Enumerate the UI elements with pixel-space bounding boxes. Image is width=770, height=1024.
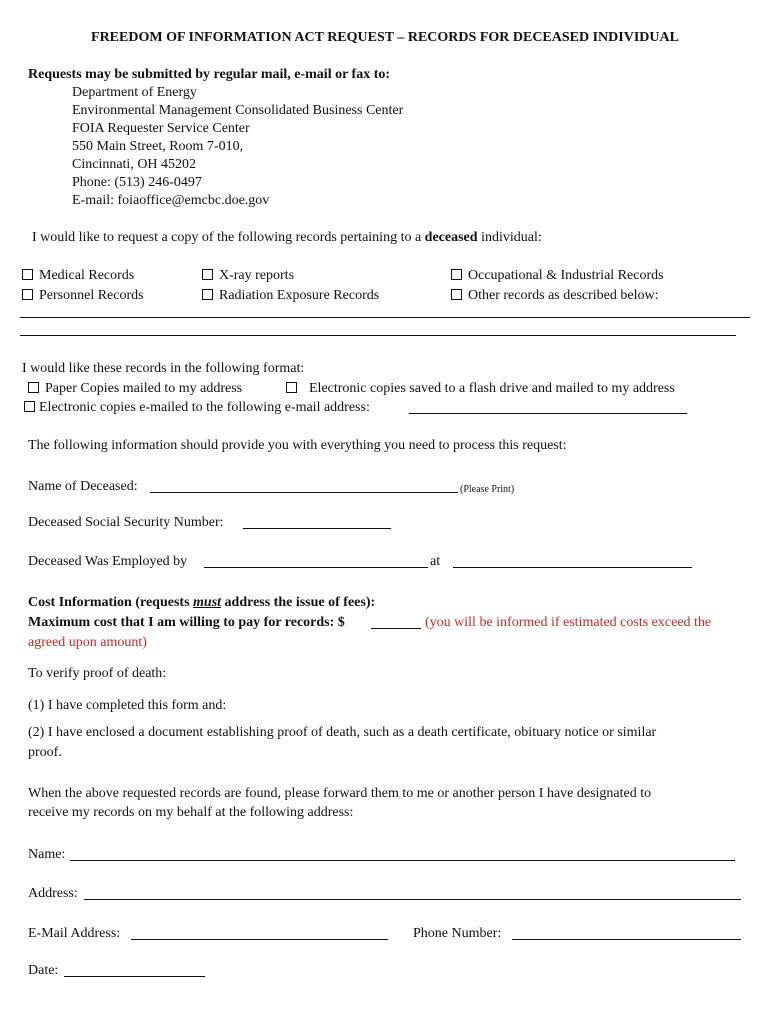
checkbox-icon[interactable] (202, 289, 213, 300)
cost-heading: Cost Information (requests must address the issue of fees): (28, 595, 376, 610)
proof-intro: To verify proof of death: (28, 666, 167, 681)
option-xray-reports[interactable]: X-ray reports (202, 267, 294, 285)
name-of-deceased-field[interactable] (150, 480, 458, 493)
request-intro: I would like to request a copy of the following records pertaining to a deceased individual: (32, 230, 542, 245)
forward-line-1: When the above requested records are found, please forward them to me or another person I have designated to (28, 786, 652, 801)
form-title: FREEDOM OF INFORMATION ACT REQUEST – RECORDS FOR DECEASED INDIVIDUAL (91, 30, 679, 45)
address-line-email: E-mail: foiaoffice@emcbc.doe.gov (72, 193, 270, 208)
max-cost-field[interactable] (371, 616, 421, 629)
contact-phone-label: Phone Number: (413, 926, 502, 941)
cost-note-line-1: (you will be informed if estimated costs exceed the (425, 615, 712, 630)
cost-note-line-2: agreed upon amount) (28, 635, 147, 650)
contact-name-label: Name: (28, 847, 66, 862)
option-radiation-records[interactable]: Radiation Exposure Records (202, 287, 379, 305)
other-records-line-1[interactable] (20, 317, 750, 318)
name-of-deceased-label: Name of Deceased: (28, 479, 138, 494)
ssn-field[interactable] (243, 516, 391, 529)
employer-location-field[interactable] (453, 555, 692, 568)
address-line-center: Environmental Management Consolidated Business Center (72, 103, 404, 118)
contact-date-label: Date: (28, 963, 59, 978)
format-email-field[interactable] (409, 401, 687, 414)
address-line-street: 550 Main Street, Room 7-010, (72, 139, 244, 154)
contact-phone-field[interactable] (512, 927, 741, 940)
proof-item-1: (1) I have completed this form and: (28, 698, 227, 713)
name-please-print-hint: (Please Print) (460, 484, 515, 495)
contact-address-field[interactable] (84, 887, 741, 900)
format-email-copies[interactable]: Electronic copies e-mailed to the following e-mail address: (24, 399, 370, 417)
address-line-city: Cincinnati, OH 45202 (72, 157, 197, 172)
address-line-department: Department of Energy (72, 85, 197, 100)
checkbox-icon[interactable] (451, 269, 462, 280)
contact-name-field[interactable] (70, 848, 735, 861)
option-medical-records[interactable]: Medical Records (22, 267, 134, 285)
contact-date-field[interactable] (64, 964, 205, 977)
checkbox-icon[interactable] (22, 269, 33, 280)
checkbox-icon[interactable] (22, 289, 33, 300)
proof-item-2-line-2: proof. (28, 745, 62, 760)
format-flash-drive[interactable]: Electronic copies saved to a flash drive and mailed to my address (286, 380, 675, 398)
submission-heading: Requests may be submitted by regular mail, e-mail or fax to: (28, 67, 391, 82)
checkbox-icon[interactable] (28, 382, 39, 393)
info-intro: The following information should provide you with everything you need to process this request: (28, 438, 567, 453)
max-cost-line: Maximum cost that I am willing to pay for records: $ (28, 615, 345, 630)
employer-field[interactable] (204, 555, 428, 568)
address-line-phone: Phone: (513) 246-0497 (72, 175, 202, 190)
address-line-service: FOIA Requester Service Center (72, 121, 250, 136)
checkbox-icon[interactable] (451, 289, 462, 300)
option-personnel-records[interactable]: Personnel Records (22, 287, 144, 305)
ssn-label: Deceased Social Security Number: (28, 515, 224, 530)
forward-line-2: receive my records on my behalf at the following address: (28, 805, 354, 820)
employer-label: Deceased Was Employed by (28, 554, 188, 569)
checkbox-icon[interactable] (286, 382, 297, 393)
checkbox-icon[interactable] (202, 269, 213, 280)
contact-email-label: E-Mail Address: (28, 926, 121, 941)
format-paper-copies[interactable]: Paper Copies mailed to my address (28, 380, 242, 398)
option-other-records[interactable]: Other records as described below: (451, 287, 658, 305)
checkbox-icon[interactable] (24, 401, 35, 412)
format-intro: I would like these records in the following format: (22, 361, 305, 376)
other-records-line-2[interactable] (20, 335, 736, 336)
proof-item-2-line-1: (2) I have enclosed a document establishing proof of death, such as a death certificate, obituary notice or similar (28, 725, 657, 740)
employer-at-label: at (430, 554, 441, 569)
option-occupational-records[interactable]: Occupational & Industrial Records (451, 267, 664, 285)
contact-email-field[interactable] (131, 927, 388, 940)
contact-address-label: Address: (28, 886, 78, 901)
